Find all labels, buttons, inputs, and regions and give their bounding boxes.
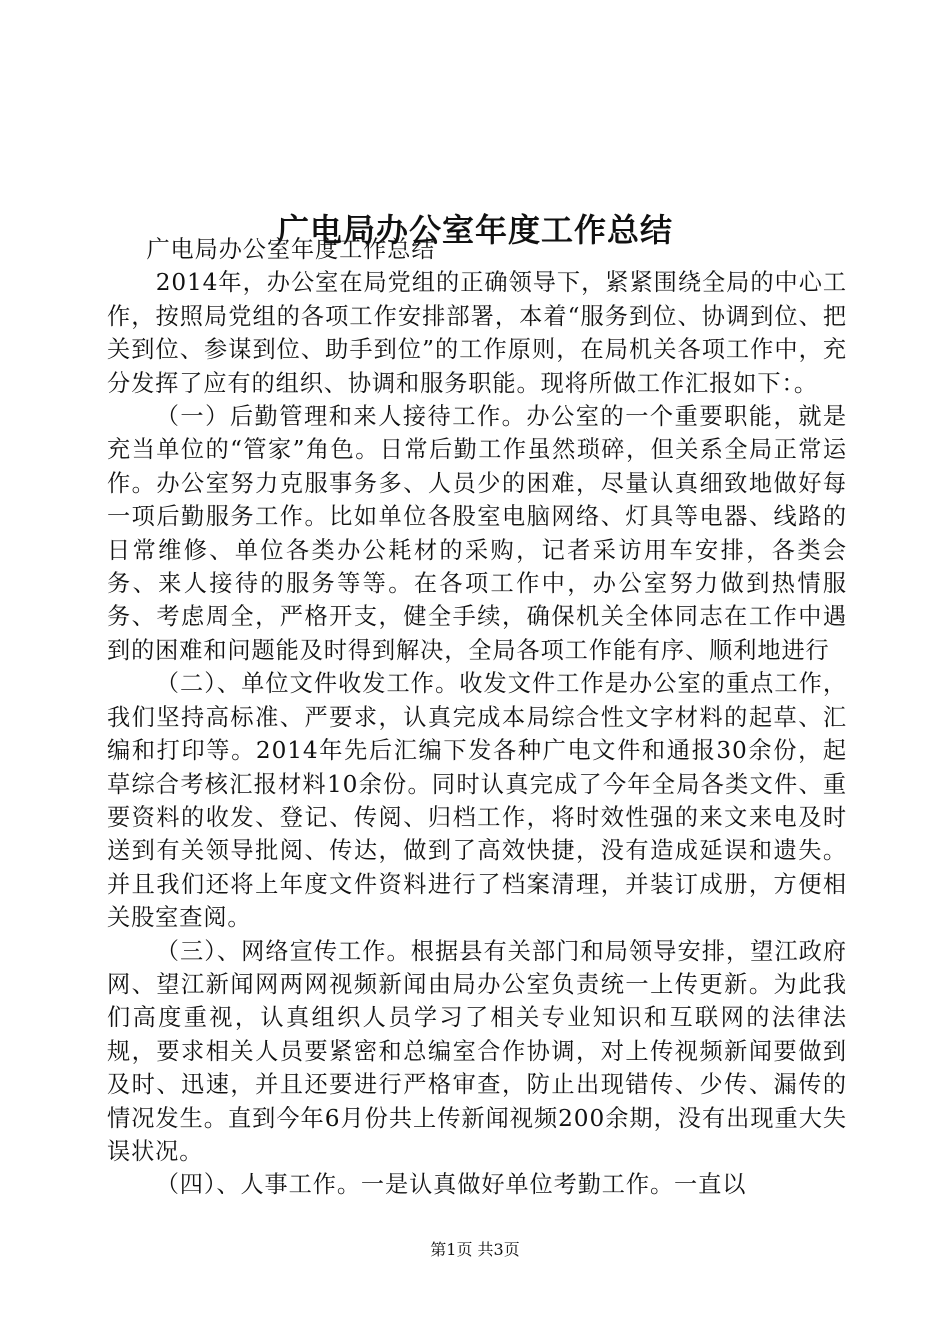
paragraph-section-4: （四）、人事工作。一是认真做好单位考勤工作。一直以 <box>155 1171 747 1199</box>
paragraph-section-1: （一）后勤管理和来人接待工作。办公室的一个重要职能，就是充当单位的“管家”角色。日常后勤工作虽然琐碎，但关系全局正常运作。办公室努力克服事务多、人员少的困难，尽量认真细致地做好每一项后勤服务工作。比如单位各股室电脑网络、灯具等电器、线路的日常维修、单位各类办公耗材的采购，记者采访用车安排，各类会务、来人接待的服务等等。在各项工作中，办公室努力做到热情服务、考虑周全，严格开支，健全手续，确保机关全体同志在工作中遇到的困难和问题能及时得到解决，全局各项工作能有序、顺利地进行 <box>107 403 847 664</box>
document-body <box>107 233 847 1202</box>
document-subtitle: 广电局办公室年度工作总结 <box>146 236 436 263</box>
document-title: 广电局办公室年度工作总结 <box>276 211 673 250</box>
page-number: 第1页 共3页 <box>430 1240 520 1259</box>
paragraph-section-3: （三）、网络宣传工作。根据县有关部门和局领导安排，望江政府网、望江新闻网两网视频新闻由局办公室负责统一上传更新。为此我们高度重视，认真组织人员学习了相关专业知识和互联网的法律法规，要求相关人员要紧密和总编室合作协调，对上传视频新闻要做到及时、迅速，并且还要进行严格审查，防止出现错传、少传、漏传的情况发生。直到今年6月份共上传新闻视频200余期，没有出现重大失误状况。 <box>107 937 847 1165</box>
paragraph-intro: 2014年，办公室在局党组的正确领导下，紧紧围绕全局的中心工作，按照局党组的各项工作安排部署，本着“服务到位、协调到位、把关到位、参谋到位、助手到位”的工作原则，在局机关各项工作中，充分发挥了应有的组织、协调和服务职能。现将所做工作汇报如下：。 <box>107 269 847 397</box>
paragraph-section-2: （二）、单位文件收发工作。收发文件工作是办公室的重点工作，我们坚持高标准、严要求，认真完成本局综合性文字材料的起草、汇编和打印等。2014年先后汇编下发各种广电文件和通报30余份，起草综合考核汇报材料10余份。同时认真完成了今年全局各类文件、重要资料的收发、登记、传阅、归档工作，将时效性强的来文来电及时送到有关领导批阅、传达，做到了高效快捷，没有造成延误和遗失。并且我们还将上年度文件资料进行了档案清理，并装订成册，方便相关股室查阅。 <box>107 670 847 932</box>
